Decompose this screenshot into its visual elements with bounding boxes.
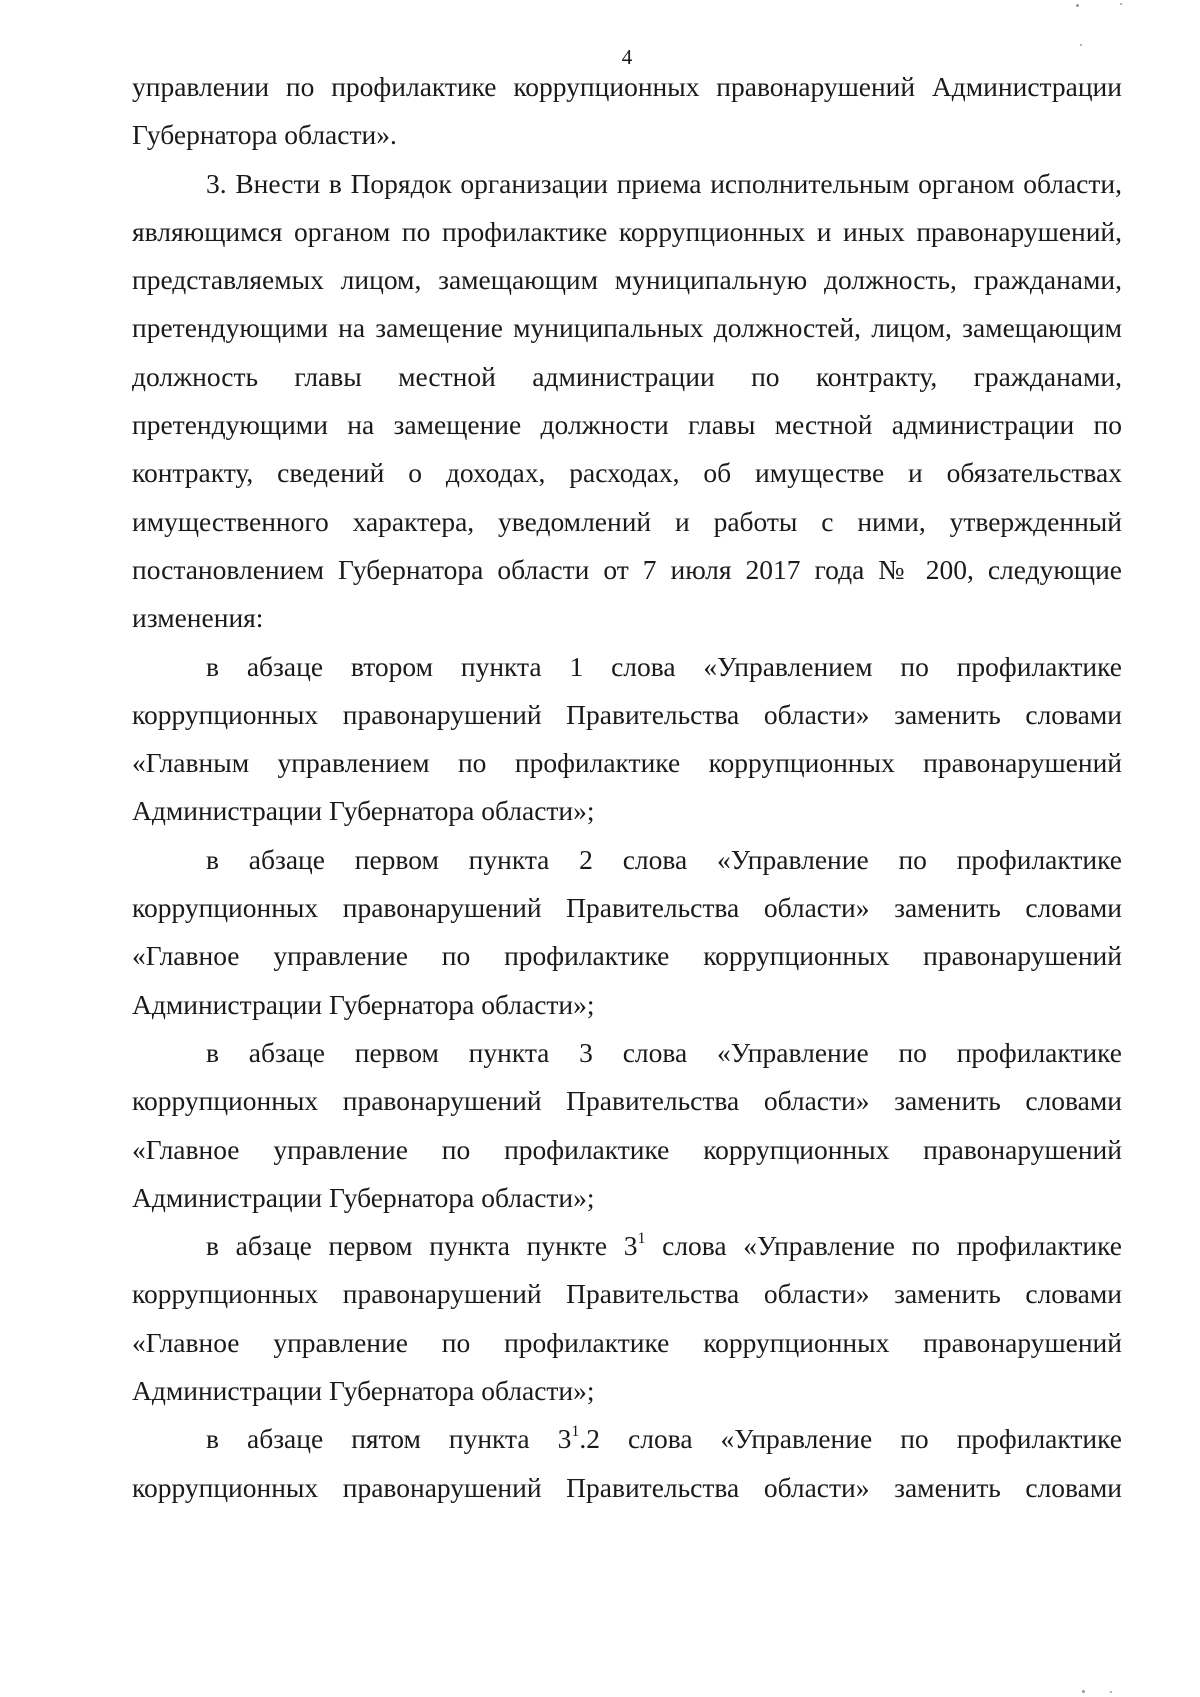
paragraph-text-after: .2 слова «Управление по профилактике коррупционных правонарушений Правительства области» заменить словами — [132, 1423, 1122, 1503]
scan-speck — [1120, 3, 1122, 5]
superscript: 1 — [571, 1423, 580, 1441]
paragraph-text-before: в абзаце пятом пункта 3 — [206, 1423, 572, 1455]
paragraph-amendment-point-3-1 — [132, 1222, 1122, 1415]
scan-speck — [1110, 1691, 1112, 1693]
scan-speck — [1082, 1690, 1085, 1693]
paragraph-amendment-point-3: в абзаце первом пункта 3 слова «Управление по профилактике коррупционных правонарушений Правительства области» заменить словами «Главное управление по профилактике коррупционных правонарушений Администрации Губернатора области»; — [132, 1036, 1122, 1213]
scan-speck — [1076, 4, 1079, 7]
document-body — [132, 63, 1122, 1512]
page-number: 4 — [621, 45, 633, 69]
paragraph-amendment-point-3-1-2 — [132, 1415, 1122, 1512]
scan-speck — [1080, 44, 1082, 46]
paragraph-item-3: 3. Внести в Порядок организации приема исполнительным органом области, являющимся органом по профилактике коррупционных и иных правонарушений, представляемых лицом, замещающим муниципальную должность, гражданами, претендующими на замещение муниципальных должностей, лицом, замещающим должность главы местной администрации по контракту, гражданами, претендующими на замещение должности главы местной администрации по контракту, сведений о доходах, расходах, об имуществе и обязательствах имущественного характера, уведомлений и работы с ними, утвержденный постановлением Губернатора области от 7 июля 2017 года № 200, следующие изменения: — [132, 167, 1122, 634]
paragraph-text-after: слова «Управление по профилактике коррупционных правонарушений Правительства области» заменить словами «Главное управление по профилактике коррупционных правонарушений Администрации Губернатора области»; — [132, 1230, 1123, 1407]
paragraph-amendment-point-1: в абзаце втором пункта 1 слова «Управлением по профилактике коррупционных правонарушений Правительства области» заменить словами «Главным управлением по профилактике коррупционных правонарушений Администрации Губернатора области»; — [132, 650, 1122, 827]
paragraph-continuation: управлении по профилактике коррупционных правонарушений Администрации Губернатора области». — [132, 71, 1122, 151]
paragraph-text-before: в абзаце первом пункта пункте 3 — [206, 1230, 638, 1262]
superscript: 1 — [637, 1230, 646, 1248]
paragraph-amendment-point-2: в абзаце первом пункта 2 слова «Управление по профилактике коррупционных правонарушений Правительства области» заменить словами «Главное управление по профилактике коррупционных правонарушений Администрации Губернатора области»; — [132, 843, 1122, 1020]
